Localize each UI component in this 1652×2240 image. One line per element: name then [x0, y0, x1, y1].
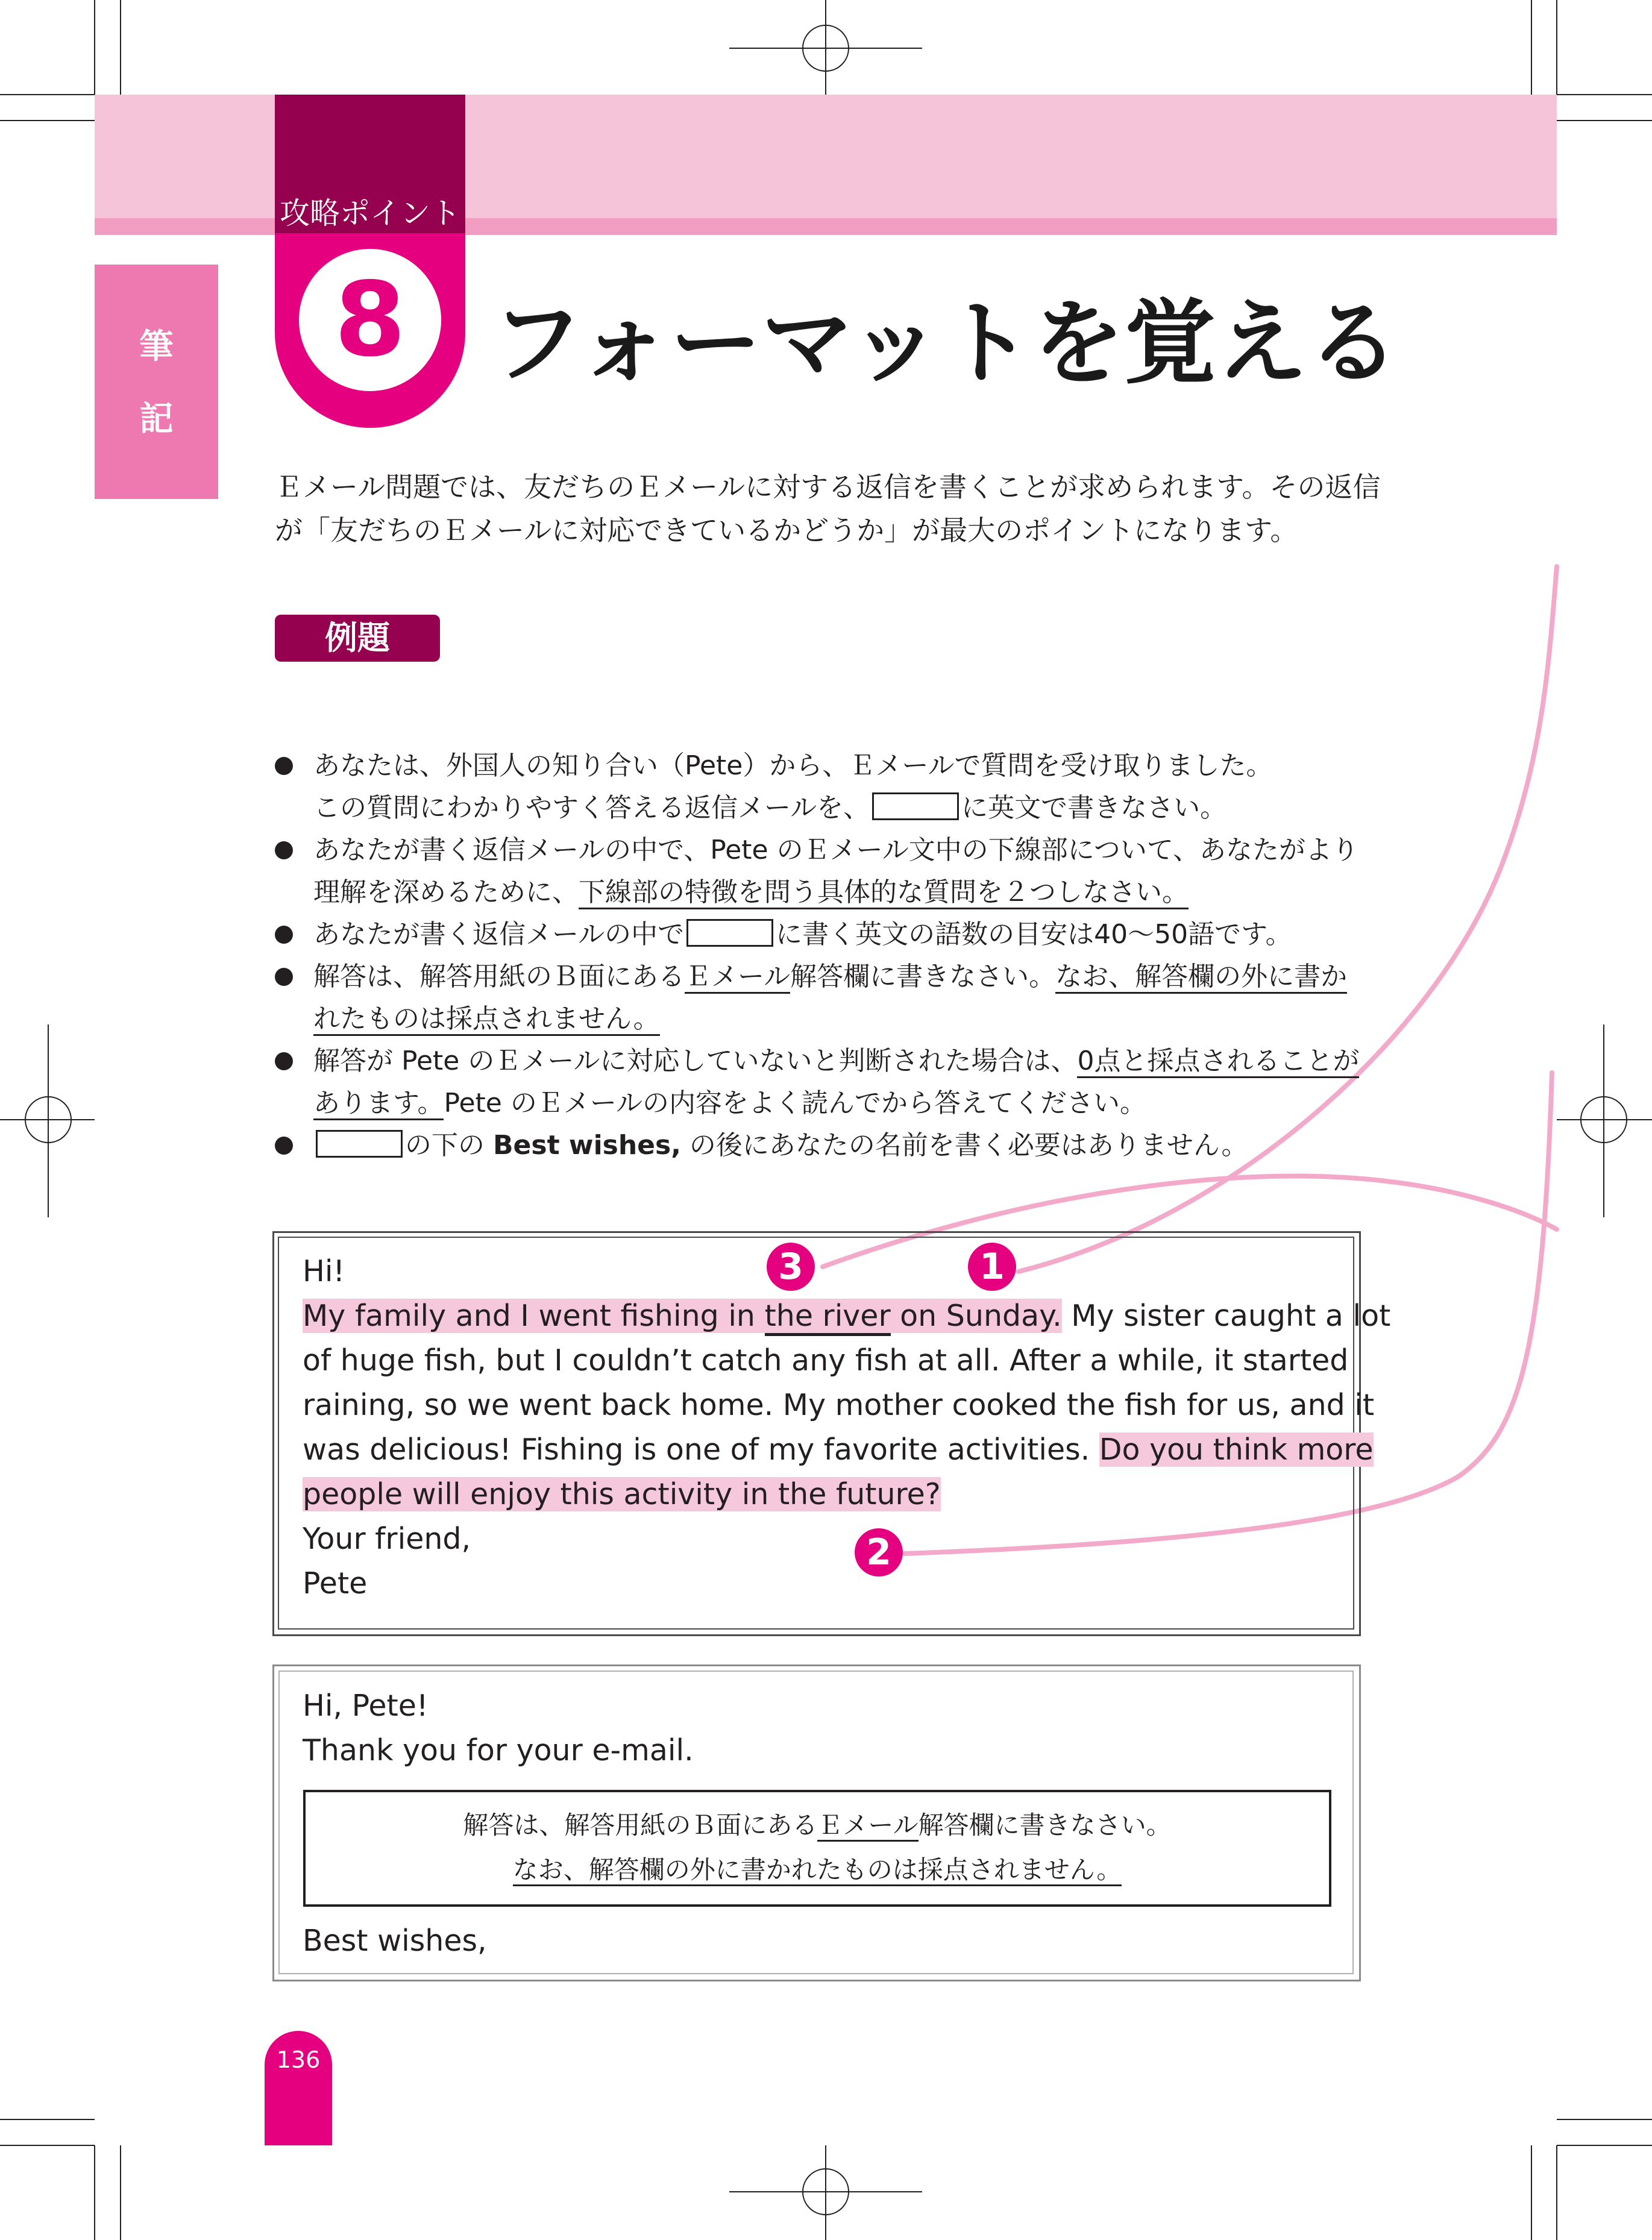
- instruction-text: の下の: [405, 1130, 493, 1161]
- instruction-underlined-text: れたものは採点されません。: [313, 1003, 660, 1036]
- email-text: on Sunday.: [890, 1299, 1062, 1333]
- email-line-5: [303, 1472, 1339, 1517]
- instruction-2-line-2: [313, 871, 1189, 914]
- instruction-4-line-1: [313, 956, 1347, 998]
- email-line-4: [303, 1428, 1374, 1472]
- answer-area[interactable]: [303, 1790, 1331, 1907]
- section-side-tab: [95, 265, 218, 499]
- answer-note-line-1: [306, 1803, 1329, 1848]
- highlight-2: people will enjoy this activity in the future?: [303, 1477, 941, 1511]
- page-number: 136: [265, 2031, 332, 2145]
- reply-signoff: Best wishes,: [303, 1924, 487, 1958]
- highlight-1: [303, 1299, 1062, 1333]
- instruction-4-line-2: [313, 998, 660, 1040]
- instruction-text: あなたが書く返信メールの中で: [313, 919, 685, 950]
- instruction-1-line-2: [313, 787, 1226, 829]
- email-text: was delicious! Fishing is one of my favorite activities.: [303, 1432, 1099, 1467]
- highlight-2: Do you think more: [1099, 1432, 1374, 1467]
- instruction-text: 理解を深めるために、: [313, 877, 579, 908]
- instruction-1-line-1: あなたは、外国人の知り合い（Pete）から、Ｅメールで質問を受け取りました。: [313, 750, 1273, 781]
- point-number: 8: [299, 249, 441, 391]
- instruction-2-line-1: あなたが書く返信メールの中で、Pete のＥメール文中の下線部について、あなたがより: [313, 835, 1358, 865]
- blank-box-icon: [872, 792, 959, 820]
- instruction-text: に英文で書きなさい。: [961, 792, 1227, 823]
- instruction-text: 解答欄に書きなさい。: [790, 961, 1056, 992]
- instruction-6: [313, 1125, 1248, 1167]
- reply-greeting: Hi, Pete!: [303, 1689, 429, 1723]
- instruction-underlined-text: あります。: [313, 1088, 444, 1120]
- email-text: My sister caught a lot: [1061, 1299, 1391, 1333]
- intro-paragraph: [275, 465, 1381, 552]
- bullet-icon: [275, 968, 293, 986]
- annotation-badge-2: 2: [855, 1528, 903, 1576]
- instruction-list: [275, 745, 1360, 1167]
- example-label: 例題: [275, 615, 440, 662]
- email-line-1: [303, 1294, 1391, 1338]
- instruction-underlined-text: 0点と採点されることが: [1077, 1046, 1359, 1078]
- instruction-text: の後にあなたの名前を書く必要はありません。: [680, 1130, 1248, 1161]
- blank-box-icon: [686, 919, 773, 947]
- annotation-badge-3: 3: [767, 1243, 815, 1291]
- email-greeting: Hi!: [303, 1254, 345, 1288]
- side-tab-char-2: 記: [139, 400, 174, 439]
- email-closing: Your friend,: [303, 1522, 471, 1556]
- email-body: [303, 1249, 1391, 1606]
- instruction-text: 解答は、解答用紙のＢ面にある: [313, 961, 685, 992]
- instruction-3: [313, 914, 1292, 956]
- instruction-underlined-text: なお、解答欄の外に書か: [1055, 961, 1347, 994]
- instruction-text: この質問にわかりやすく答える返信メールを、: [313, 792, 870, 823]
- underlined-phrase: the river: [765, 1299, 891, 1336]
- point-label: 攻略ポイント: [280, 196, 460, 231]
- instruction-underlined-text: Ｅメール: [685, 961, 790, 994]
- instruction-5-line-2: [313, 1082, 1146, 1125]
- bullet-icon: [275, 1137, 293, 1155]
- bullet-icon: [275, 841, 293, 859]
- instruction-text: 解答が Pete のＥメールに対応していないと判断された場合は、: [313, 1046, 1078, 1076]
- instruction-underlined-text: 下線部の特徴を問う具体的な質問を２つしなさい。: [579, 877, 1189, 909]
- blank-box-icon: [316, 1130, 403, 1158]
- side-tab-char-1: 筆: [139, 327, 174, 366]
- instruction-text: に書く英文の語数の目安は40～50語です。: [776, 919, 1292, 950]
- instruction-5-line-1: [313, 1040, 1359, 1082]
- intro-line-2: が「友だちのＥメールに対応できているかどうか」が最大のポイントになります。: [275, 514, 1298, 547]
- answer-note-underlined: なお、解答欄の外に書かれたものは採点されません。: [513, 1855, 1122, 1886]
- intro-line-1: Ｅメール問題では、友だちのＥメールに対する返信を書くことが求められます。その返信: [275, 471, 1381, 503]
- email-line-2: of huge fish, but I couldn’t catch any fish at all. After a while, it started: [303, 1343, 1349, 1378]
- instruction-text: Pete のＥメールの内容をよく読んでから答えてください。: [444, 1088, 1146, 1118]
- reply-thanks: Thank you for your e-mail.: [303, 1733, 694, 1768]
- answer-note-text: 解答は、解答用紙のＢ面にある: [463, 1810, 818, 1840]
- email-line-3: raining, so we went back home. My mother cooked the fish for us, and it: [303, 1388, 1375, 1422]
- answer-note-text: 解答欄に書きなさい。: [918, 1810, 1172, 1840]
- instruction-bold-text: Best wishes,: [493, 1130, 681, 1161]
- answer-note-line-2: [306, 1848, 1329, 1892]
- bullet-icon: [275, 1052, 293, 1070]
- answer-note-underlined: Ｅメール: [817, 1810, 918, 1842]
- bullet-icon: [275, 926, 293, 944]
- bullet-icon: [275, 757, 293, 775]
- annotation-badge-1: 1: [968, 1243, 1016, 1291]
- email-signature: Pete: [303, 1566, 368, 1601]
- page-title: フォーマットを覚える: [491, 290, 1399, 397]
- email-text: My family and I went fishing in: [303, 1299, 765, 1333]
